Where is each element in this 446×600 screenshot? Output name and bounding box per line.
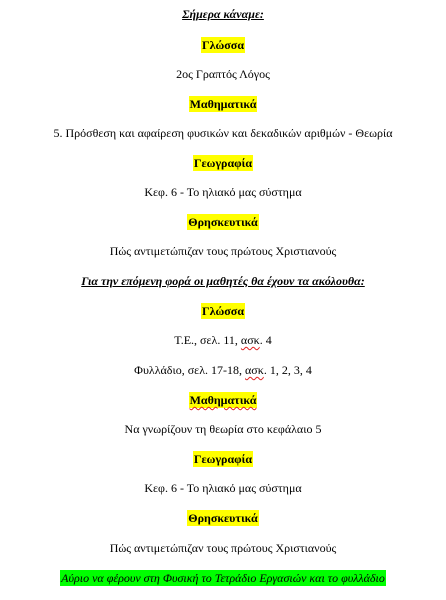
today-item-religion: Πώς αντιμετώπιζαν τους πρώτους Χριστιανούς (109, 244, 337, 258)
today-subject-row (0, 155, 446, 171)
next-item-math: Να γνωρίζουν τη θεωρία στο κεφάλαιο 5 (124, 422, 322, 436)
today-subject-language: Γλώσσα (201, 38, 245, 52)
today-item-language: 2ος Γραπτός Λόγος (176, 67, 270, 81)
next-subject-row (0, 303, 446, 319)
today-item-row (0, 66, 446, 82)
next-language-line2-prefix: Φυλλάδιο, σελ. 17-18, (134, 363, 246, 377)
today-subject-row (0, 37, 446, 53)
today-subject-religion: Θρησκευτικά (188, 215, 258, 229)
next-language-line1-spell: ασκ (240, 333, 260, 347)
final-note-row (0, 570, 446, 586)
next-item-row (0, 362, 446, 378)
next-heading: Για την επόμενη φορά οι μαθητές θα έχουν τα ακόλουθα: (81, 274, 365, 288)
next-subject-row (0, 392, 446, 408)
next-language-line2-suffix: . 1, 2, 3, 4 (263, 363, 312, 377)
next-subject-math: Μαθηματικά (189, 393, 257, 407)
today-item-row (0, 243, 446, 259)
next-language-line1-suffix: . 4 (259, 333, 272, 347)
today-item-geography: Κεφ. 6 - Το ηλιακό μας σύστημα (144, 185, 302, 199)
today-heading-row (0, 6, 446, 22)
today-subject-row (0, 96, 446, 112)
next-heading-row (0, 273, 446, 289)
next-language-line2-spell: ασκ (245, 363, 264, 377)
next-subject-geography: Γεωγραφία (193, 452, 253, 466)
today-subject-geography: Γεωγραφία (193, 156, 253, 170)
next-item-row (0, 480, 446, 496)
final-note: Αύριο να φέρουν στη Φυσική το Τετράδιο Εργασιών και το φυλλάδιο (61, 571, 385, 585)
today-item-row (0, 184, 446, 200)
today-item-row (0, 125, 446, 141)
next-subject-language: Γλώσσα (201, 304, 245, 318)
today-heading: Σήμερα κάναμε: (182, 7, 264, 21)
next-item-religion: Πώς αντιμετώπιζαν τους πρώτους Χριστιανούς (109, 541, 337, 555)
next-item-row (0, 332, 446, 348)
next-item-row (0, 540, 446, 556)
next-subject-religion: Θρησκευτικά (188, 511, 258, 525)
today-subject-math: Μαθηματικά (189, 97, 257, 111)
next-subject-row (0, 510, 446, 526)
next-item-row (0, 421, 446, 437)
next-item-geography: Κεφ. 6 - Το ηλιακό μας σύστημα (144, 481, 302, 495)
today-subject-row (0, 214, 446, 230)
today-item-math: 5. Πρόσθεση και αφαίρεση φυσικών και δεκαδικών αριθμών - Θεωρία (53, 126, 393, 140)
next-language-line1-prefix: Τ.Ε., σελ. 11, (174, 333, 241, 347)
next-subject-row (0, 451, 446, 467)
